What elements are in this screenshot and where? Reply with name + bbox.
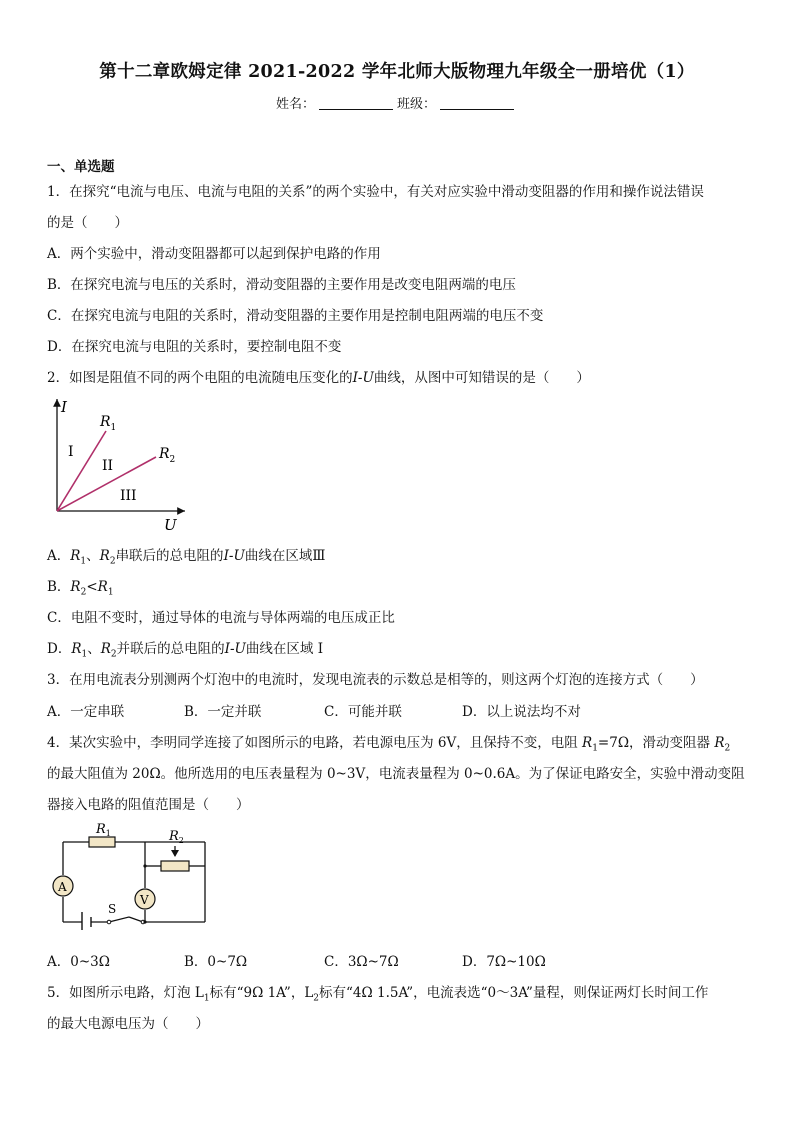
student-info <box>0 93 794 112</box>
r2-rheostat <box>161 861 189 871</box>
q1-option-b: B．在探究电流与电压的关系时，滑动变阻器的主要作用是改变电阻两端的电压 <box>47 277 516 293</box>
q1-option-c: C．在探究电流与电阻的关系时，滑动变阻器的主要作用是控制电阻两端的电压不变 <box>47 308 544 324</box>
q4-options <box>47 950 546 970</box>
region-2-label: II <box>102 458 114 474</box>
r2-label: $R_2$ <box>169 829 184 845</box>
q3-options <box>47 700 581 720</box>
q1-stem-line2: 的是（ ） <box>47 215 128 231</box>
switch-label: S <box>108 902 117 916</box>
name-label: 姓名： <box>275 97 315 112</box>
name-blank[interactable] <box>319 97 393 110</box>
page-title: 第十二章欧姆定律 2021-2022 学年北师大版物理九年级全一册培优（1） <box>99 62 695 82</box>
q2-stem-iu: I-U <box>352 370 374 386</box>
q4-stem-line3: 器接入电路的阻值范围是（ ） <box>47 797 250 813</box>
q4-option-b: B．0~7Ω <box>184 954 248 970</box>
region-3-label: III <box>120 488 137 504</box>
class-blank[interactable] <box>440 97 514 110</box>
q4-stem-line2: 的最大阻值为 20Ω。他所选用的电压表量程为 0~3V，电流表量程为 0~0.6A。为了保证电路安全，实验中滑动变阻 <box>47 766 745 782</box>
q4-stem-line1: 4．某次实验中，李明同学连接了如图所示的电路，若电源电压为 6V，且保持不变，电阻 $R_1=7\Omega$，滑动变阻器 $R_2$ <box>47 735 731 754</box>
q3-option-c: C．可能并联 <box>324 704 402 720</box>
switch-contact-icon <box>107 920 111 924</box>
q3-stem: 3．在用电流表分别测两个灯泡中的电流时，发现电流表的示数总是相等的，则这两个灯泡的连接方式（ ） <box>47 672 704 688</box>
q2-stem-text-end: 曲线，从图中可知错误的是（ ） <box>373 370 590 386</box>
ammeter-label: A <box>58 880 67 894</box>
q3-option-d: D．以上说法均不对 <box>462 704 581 720</box>
q3-option-a: A．一定串联 <box>47 704 125 720</box>
q2-option-d: D．$R_1$、$R_2$并联后的总电阻的I-U曲线在区域 I <box>47 641 324 660</box>
q4-option-a: A．0~3Ω <box>47 954 110 970</box>
q3-option-b: B．一定并联 <box>184 704 262 720</box>
y-axis-label: I <box>61 398 67 416</box>
r1-resistor <box>89 837 115 847</box>
q2-option-b: B．$R_2<R_1$ <box>47 579 114 598</box>
battery-icon <box>82 912 91 930</box>
q1-option-d: D．在探究电流与电阻的关系时，要控制电阻不变 <box>47 339 342 355</box>
q2-option-a: A．$R_1$、$R_2$串联后的总电阻的I-U曲线在区域Ⅲ <box>47 548 326 567</box>
voltmeter-label: V <box>140 893 149 907</box>
iu-graph <box>40 393 190 533</box>
r1-label: $R_1$ <box>96 822 111 838</box>
q4-option-c: C．3Ω~7Ω <box>324 954 399 970</box>
section-heading: 一、单选题 <box>47 159 115 175</box>
q2-option-c: C．电阻不变时，通过导体的电流与导体两端的电压成正比 <box>47 610 395 626</box>
q2-stem-text: 2．如图是阻值不同的两个电阻的电流随电压变化的 <box>47 370 353 386</box>
q5-stem-line1: 5．如图所示电路，灯泡 $L_1$标有“9Ω 1A”，$L_2$标有“4Ω 1.5A”，电流表选“0～3A”量程，则保证两灯长时间工作 <box>47 985 709 1004</box>
q2-stem <box>47 366 590 386</box>
region-1-label: I <box>68 444 74 460</box>
class-label: 班级： <box>397 97 437 112</box>
q4-option-d: D．7Ω~10Ω <box>462 954 546 970</box>
r1-label: $R_1$ <box>100 414 117 433</box>
r2-label: $R_2$ <box>159 446 176 465</box>
q1-option-a: A．两个实验中，滑动变阻器都可以起到保护电路的作用 <box>47 246 381 262</box>
q5-stem-line2: 的最大电源电压为（ ） <box>47 1016 209 1032</box>
r1-line <box>57 431 106 511</box>
x-axis-label: U <box>164 516 177 533</box>
circuit-diagram <box>45 820 215 930</box>
q1-stem-line1: 1．在探究“电流与电压、电流与电阻的关系”的两个实验中，有关对应实验中滑动变阻器的作用和操作说法错误 <box>47 184 704 200</box>
